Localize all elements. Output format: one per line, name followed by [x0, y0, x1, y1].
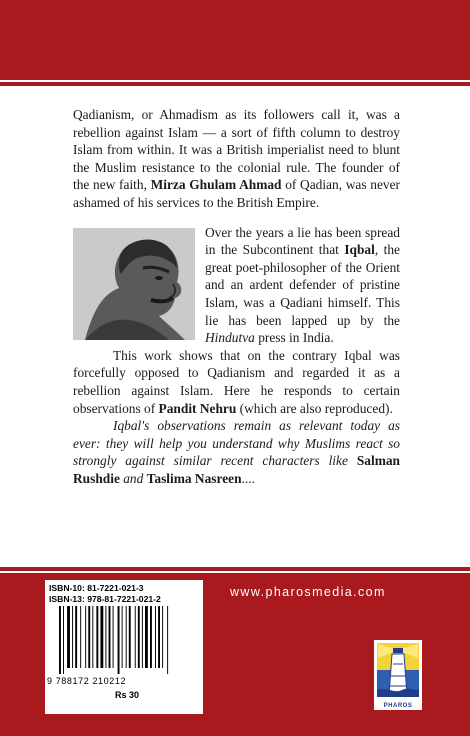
top-band-stripe [0, 80, 470, 82]
bottom-band-stripe [0, 571, 470, 573]
name-mirza-ghulam-ahmad: Mirza Ghulam Ahmad [150, 177, 282, 193]
price: Rs 30 [115, 690, 140, 700]
top-red-band [0, 0, 470, 86]
isbn-13: ISBN-13: 978-81-7221-021-2 [49, 594, 161, 604]
barcode-bar [105, 606, 106, 668]
name-salman-rushdie: Salman Rushdie [73, 453, 400, 486]
name-pandit-nehru: Pandit Nehru [158, 400, 237, 416]
blurb-text: Qadianism, or Ahmadism as its followers call it, was a rebellion against Islam — a sort of fifth column to destroy Islam from within. It was a British imperialist need to blunt the Muslim resistance to the colonial rule. The founder of the new faith, [73, 107, 400, 193]
barcode-bar [126, 606, 127, 668]
blurb-text: Over the years a lie has been spread in the Subcontinent that [205, 224, 400, 258]
barcode-bar [135, 606, 136, 668]
barcode-bar [158, 606, 160, 668]
term-hindutva: Hindutva [205, 330, 255, 346]
blurb-text: of Qadian, was never ashamed of his services to the British Empire. [73, 177, 400, 210]
barcode-bar [88, 606, 90, 668]
barcode-bar [167, 606, 168, 674]
back-cover-blurb [73, 106, 400, 487]
name-iqbal: Iqbal [344, 242, 375, 258]
barcode-label [45, 580, 203, 714]
barcode-digits: 9 788172 210212 [47, 676, 127, 686]
barcode-bar [109, 606, 111, 668]
blurb-paragraph-4 [73, 417, 400, 487]
barcode-bar [92, 606, 93, 668]
barcode-bar [100, 606, 103, 668]
pharos-logo-text: PHAROS [383, 703, 413, 709]
barcode-bar [145, 606, 148, 668]
name-taslima-nasreen: Taslima Nasreen [146, 470, 242, 486]
barcode-bar [118, 606, 120, 674]
barcode-bar [142, 606, 143, 668]
barcode-bar [155, 606, 156, 668]
blurb-text: This work shows that on the contrary Iqbal was forcefully opposed to Qadianism and regarded it as a rebellion against Islam. Here he responds to certain observations of [73, 347, 400, 416]
barcode-bar [59, 606, 61, 674]
blurb-text: (which are also reproduced). [236, 400, 393, 416]
barcode-bar [162, 606, 163, 668]
barcode-bar [122, 606, 123, 668]
barcode-bar [75, 606, 77, 668]
barcode-bar [72, 606, 73, 668]
blurb-italic-text: Iqbal's observations remain as relevant today as ever: they will help you understand why Muslims react so strongly against similar recent characters like [73, 418, 400, 469]
paragraph-gap [73, 212, 400, 224]
barcode-bar [96, 606, 98, 668]
blurb-paragraph-3 [73, 347, 400, 417]
barcode-bar [150, 606, 152, 668]
barcode-bar [80, 606, 81, 668]
barcode-bar [85, 606, 86, 668]
blurb-text: , the great poet-philosopher of the Orient and an ardent defender of pristine Islam, was a Qadiani himself. This lie has been lapped up by the [205, 242, 400, 328]
blurb-paragraph-1 [73, 106, 400, 212]
barcode-bar [63, 606, 64, 674]
barcode-bar [129, 606, 131, 668]
pharos-logo [374, 640, 422, 710]
barcode-bar [113, 606, 114, 668]
publisher-website: www.pharosmedia.com [230, 585, 386, 599]
isbn-10: ISBN-10: 81-7221-021-3 [49, 583, 144, 593]
barcode-bar [138, 606, 140, 668]
blurb-italic-text: and [119, 470, 147, 486]
barcode-image [57, 606, 195, 674]
iqbal-portrait-image [73, 228, 195, 340]
barcode-bar [67, 606, 70, 668]
blurb-text: .... [241, 470, 255, 486]
blurb-text: press in India. [254, 330, 334, 346]
